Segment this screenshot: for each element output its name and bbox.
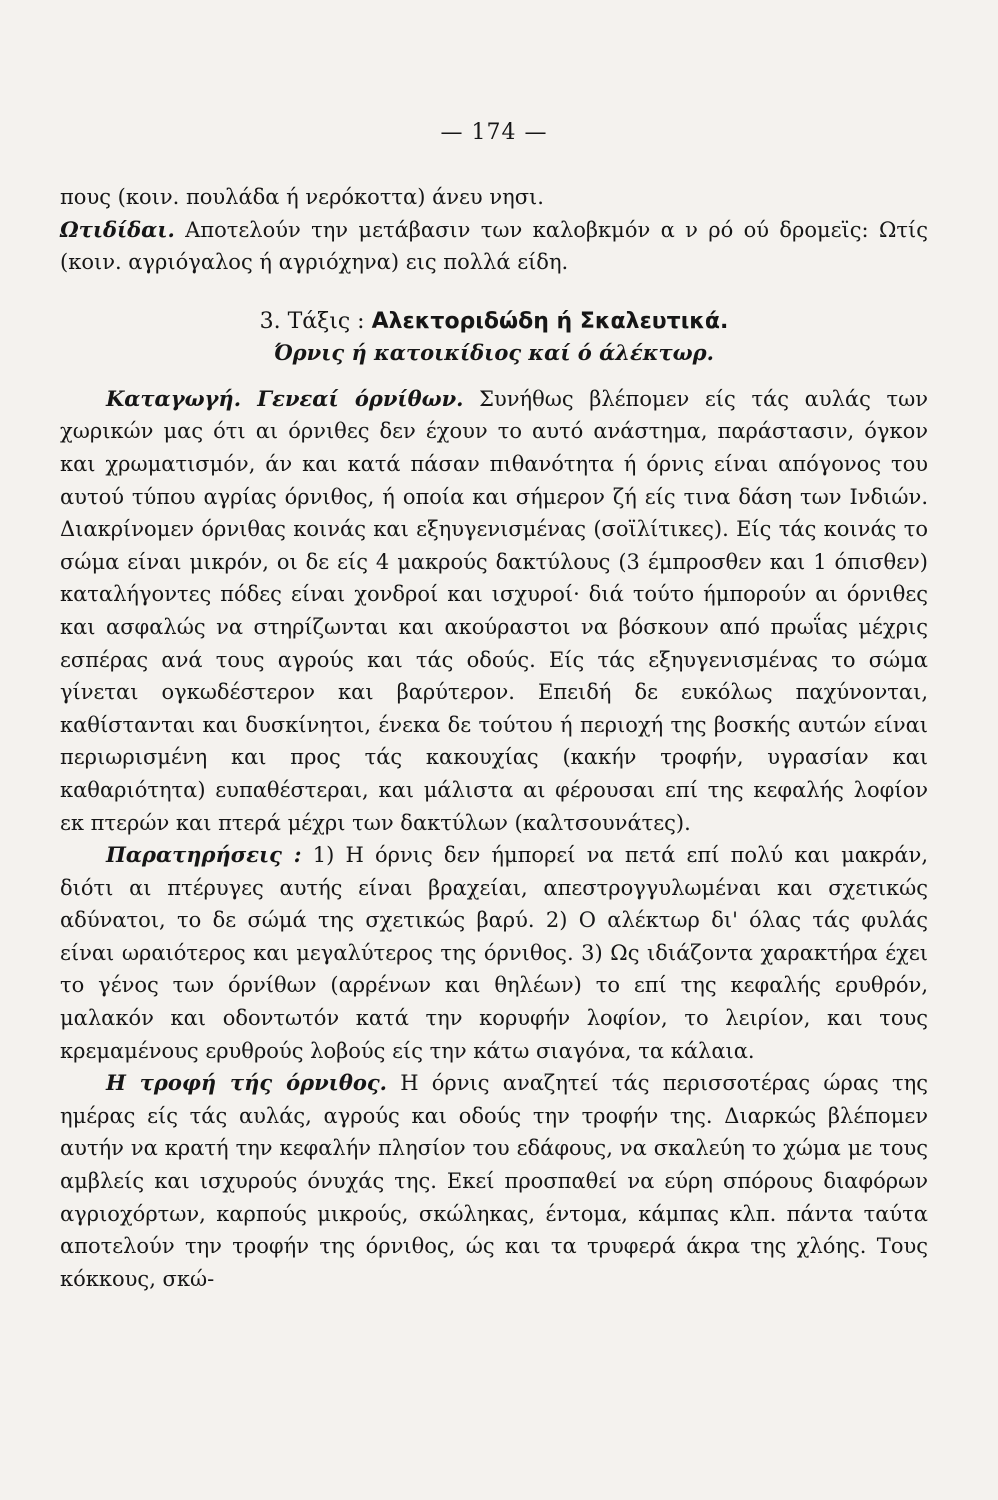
section-subtitle: Όρνις ή κατοικίδιος καί ό άλέκτωρ. <box>274 339 714 365</box>
section-number: 3. Τάξις : <box>259 308 365 334</box>
page-number: — 174 — <box>440 120 548 145</box>
paragraph-food <box>60 1067 928 1295</box>
paragraph-food-text: Η όρνις αναζητεί τάς περισσοτέρας ώρας της ημέρας είς τάς αυλάς, αγρούς και οδούς την τροφήν της. Διαρκώς βλέπομεν αυτήν να κρατή την κεφαλήν πλησίον του εδάφους, να σκαλεύη το χώμα με τους αμβλείς και ισχυρούς όνυχάς της. Εκεί προσπαθεί να εύρη σπόρους διαφόρων αγριοχόρτων, καρπούς μικρούς, σκώληκας, έντομα, κάμπας κλπ. πάντα ταύτα αποτελούν την τροφήν της όρνιθος, ώς και τα τρυφερά άκρα της χλόης. Τους κόκκους, σκώ- <box>60 1071 928 1291</box>
section-title: Αλεκτοριδώδη ή Σκαλευτικά. <box>371 308 729 334</box>
paragraph-observations <box>60 839 928 1067</box>
paragraph-origin <box>60 383 928 839</box>
intro-term: Ωτιδίδαι. <box>60 216 175 242</box>
paragraph-food-term: Η τροφή τής όρνιθος. <box>106 1070 387 1096</box>
paragraph-origin-term: Καταγωγή. Γενεαί όρνίθων. <box>106 385 464 411</box>
section-heading <box>60 309 928 334</box>
intro-paragraph <box>60 181 928 279</box>
paragraph-observations-term: Παρατηρήσεις : <box>106 842 302 868</box>
intro-line1: πους (κοιν. πουλάδα ή νερόκοττα) άνευ νησι. <box>60 185 544 209</box>
paragraph-observations-text: 1) Η όρνις δεν ήμπορεί να πετά επί πολύ και μακράν, διότι αι πτέρυγες αυτής είναι βραχείαι, απεστρογγυλωμέναι και σχετικώς αδύνατοι, το δε σώμά της σχετικώς βαρύ. 2) Ο αλέκτωρ δι' όλας τάς φυλάς είναι ωραιότερος και μεγαλύτερος της όρνιθος. 3) Ως ιδιάζοντα χαρακτήρα έχει το γένος των όρνίθων (αρρένων και θηλέων) το επί της κεφαλής ερυθρόν, μαλακόν και οδοντωτόν κατά την κορυφήν λοφίον, το λειρίον, και τους κρεμαμένους ερυθρούς λοβούς είς την κάτω σιαγόνα, τα κάλαια. <box>60 843 928 1063</box>
paragraph-origin-text: Συνήθως βλέπομεν είς τάς αυλάς των χωρικών μας ότι αι όρνιθες δεν έχουν το αυτό ανάστημα, παράστασιν, όγκον και χρωματισμόν, άν και κατά πάσαν πιθανότητα ή όρνις είναι απόγονος του αυτού τύπου αγρίας όρνιθος, ή οποία και σήμερον ζή είς τινα δάση των Ινδιών. Διακρίνομεν όρνιθας κοινάς και εξηυγενισμένας (σοϊλίτικες). Είς τάς κοινάς το σώμα είναι μικρόν, οι δε είς 4 μακρούς δακτύλους (3 έμπροσθεν και 1 όπισθεν) καταλήγοντες πόδες είναι χονδροί και ισχυροί· διά τούτο ήμπορούν αι όρνιθες και ασφαλώς να στηρίζωνται και ακούραστοι να βόσκουν από πρωΐας μέχρις εσπέρας ανά τους αγρούς και τάς οδούς. Είς τάς εξηυγενισμένας το σώμα γίνεται ογκωδέστερον και βαρύτερον. Επειδή δε ευκόλως παχύνονται, καθίστανται και δυσκίνητοι, ένεκα δε τούτου ή περιοχή της βοσκής αυτών είναι περιωρισμένη και προς τάς κακουχίας (κακήν τροφήν, υγρασίαν και καθαριότητα) ευπαθέστεραι, και μάλιστα αι φέρουσαι επί της κεφαλής λοφίον εκ πτερών και πτερά μέχρι των δακτύλων (καλτσουνάτες). <box>60 386 928 835</box>
intro-text: Αποτελούν την μετάβασιν των καλοβκμόν α ν ρό ού δρομεϊς: Ωτίς (κοιν. αγριόγαλος ή αγριόχηνα) εις πολλά είδη. <box>60 217 928 275</box>
